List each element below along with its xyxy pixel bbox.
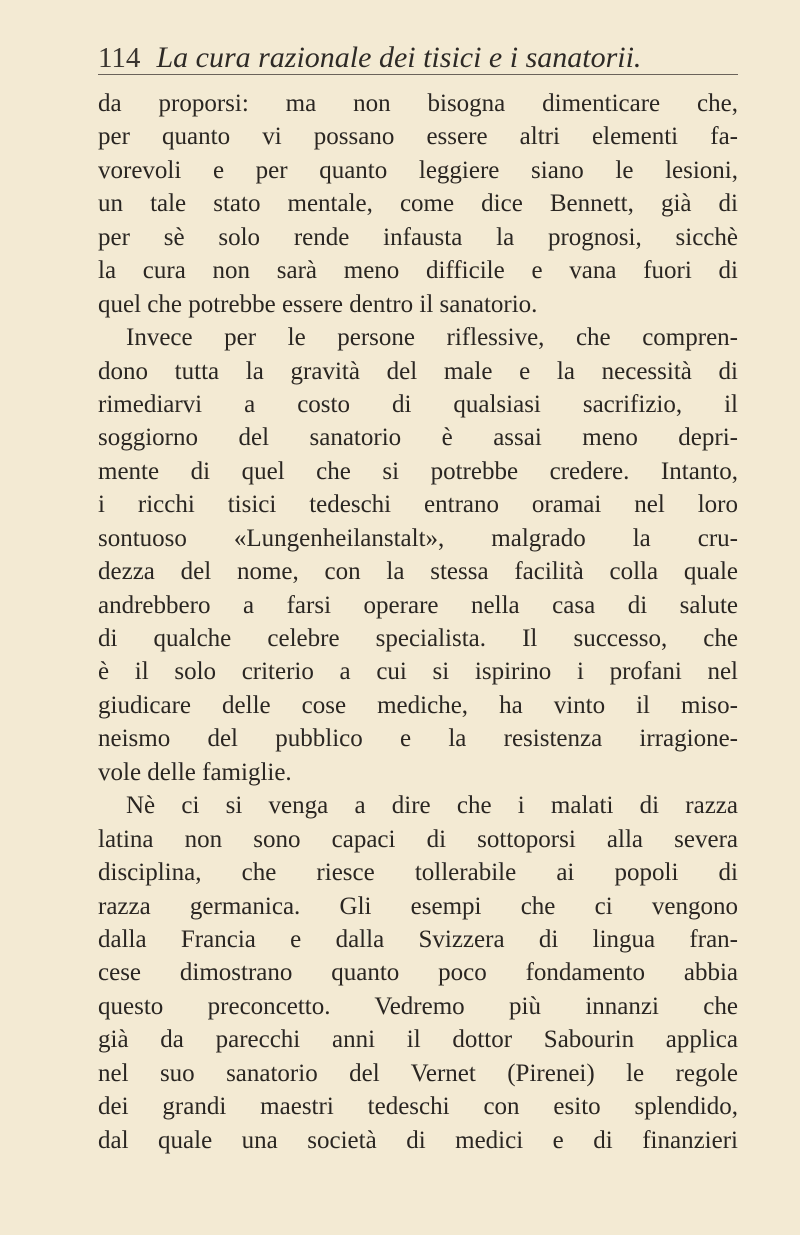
page-number: 114	[98, 42, 141, 74]
text-line: sontuoso «Lungenheilanstalt», malgrado la cru-	[98, 524, 738, 552]
running-title: La cura razionale dei tisici e i sanatorii.	[156, 41, 642, 74]
text-line: disciplina, che riesce tollerabile ai popoli di	[98, 859, 738, 887]
text-line: i ricchi tisici tedeschi entrano oramai nel loro	[98, 491, 738, 519]
text-line: da proporsi: ma non bisogna dimenticare che,	[98, 90, 738, 117]
text-line: dalla Francia e dalla Svizzera di lingua fran-	[98, 925, 738, 953]
paragraph-first-line: Invece per le persone riflessive, che compren-	[126, 324, 738, 352]
text-line: un tale stato mentale, come dice Bennett, già di	[98, 190, 738, 218]
text-line: è il solo criterio a cui si ispirino i profani nel	[98, 658, 738, 686]
header-rule	[98, 74, 738, 75]
text-line: razza germanica. Gli esempi che ci vengono	[98, 892, 738, 920]
text-line: vorevoli e per quanto leggiere siano le lesioni,	[98, 156, 738, 184]
text-line: per sè solo rende infausta la prognosi, sicchè	[98, 223, 738, 251]
text-line: mente di quel che si potrebbe credere. Intanto,	[98, 457, 738, 485]
text-line: rimediarvi a costo di qualsiasi sacrifizio, il	[98, 390, 738, 418]
text-line: giudicare delle cose mediche, ha vinto il miso-	[98, 691, 738, 719]
text-line: dal quale una società di medici e di finanzieri	[98, 1126, 738, 1154]
text-line: dezza del nome, con la stessa facilità colla quale	[98, 558, 738, 586]
text-line: quel che potrebbe essere dentro il sanatorio.	[98, 290, 538, 318]
text-line: soggiorno del sanatorio è assai meno depri-	[98, 424, 738, 452]
text-line: neismo del pubblico e la resistenza irragione-	[98, 725, 738, 753]
body-text	[98, 87, 738, 1157]
text-line: latina non sono capaci di sottoporsi alla severa	[98, 825, 738, 853]
text-line: andrebbero a farsi operare nella casa di salute	[98, 591, 738, 619]
text-line: vole delle famiglie.	[98, 758, 292, 786]
text-line: questo preconcetto. Vedremo più innanzi che	[98, 992, 738, 1020]
text-line: dei grandi maestri tedeschi con esito splendido,	[98, 1093, 738, 1121]
text-line: nel suo sanatorio del Vernet (Pirenei) le regole	[98, 1059, 738, 1087]
text-line: già da parecchi anni il dottor Sabourin applica	[98, 1026, 738, 1054]
text-line: dono tutta la gravità del male e la necessità di	[98, 357, 738, 385]
text-line: cese dimostrano quanto poco fondamento abbia	[98, 959, 738, 987]
text-line: di qualche celebre specialista. Il successo, che	[98, 625, 738, 652]
paragraph-first-line: Nè ci si venga a dire che i malati di razza	[126, 792, 738, 820]
text-line: la cura non sarà meno difficile e vana fuori di	[98, 257, 738, 285]
text-line: per quanto vi possano essere altri elementi fa-	[98, 123, 738, 151]
